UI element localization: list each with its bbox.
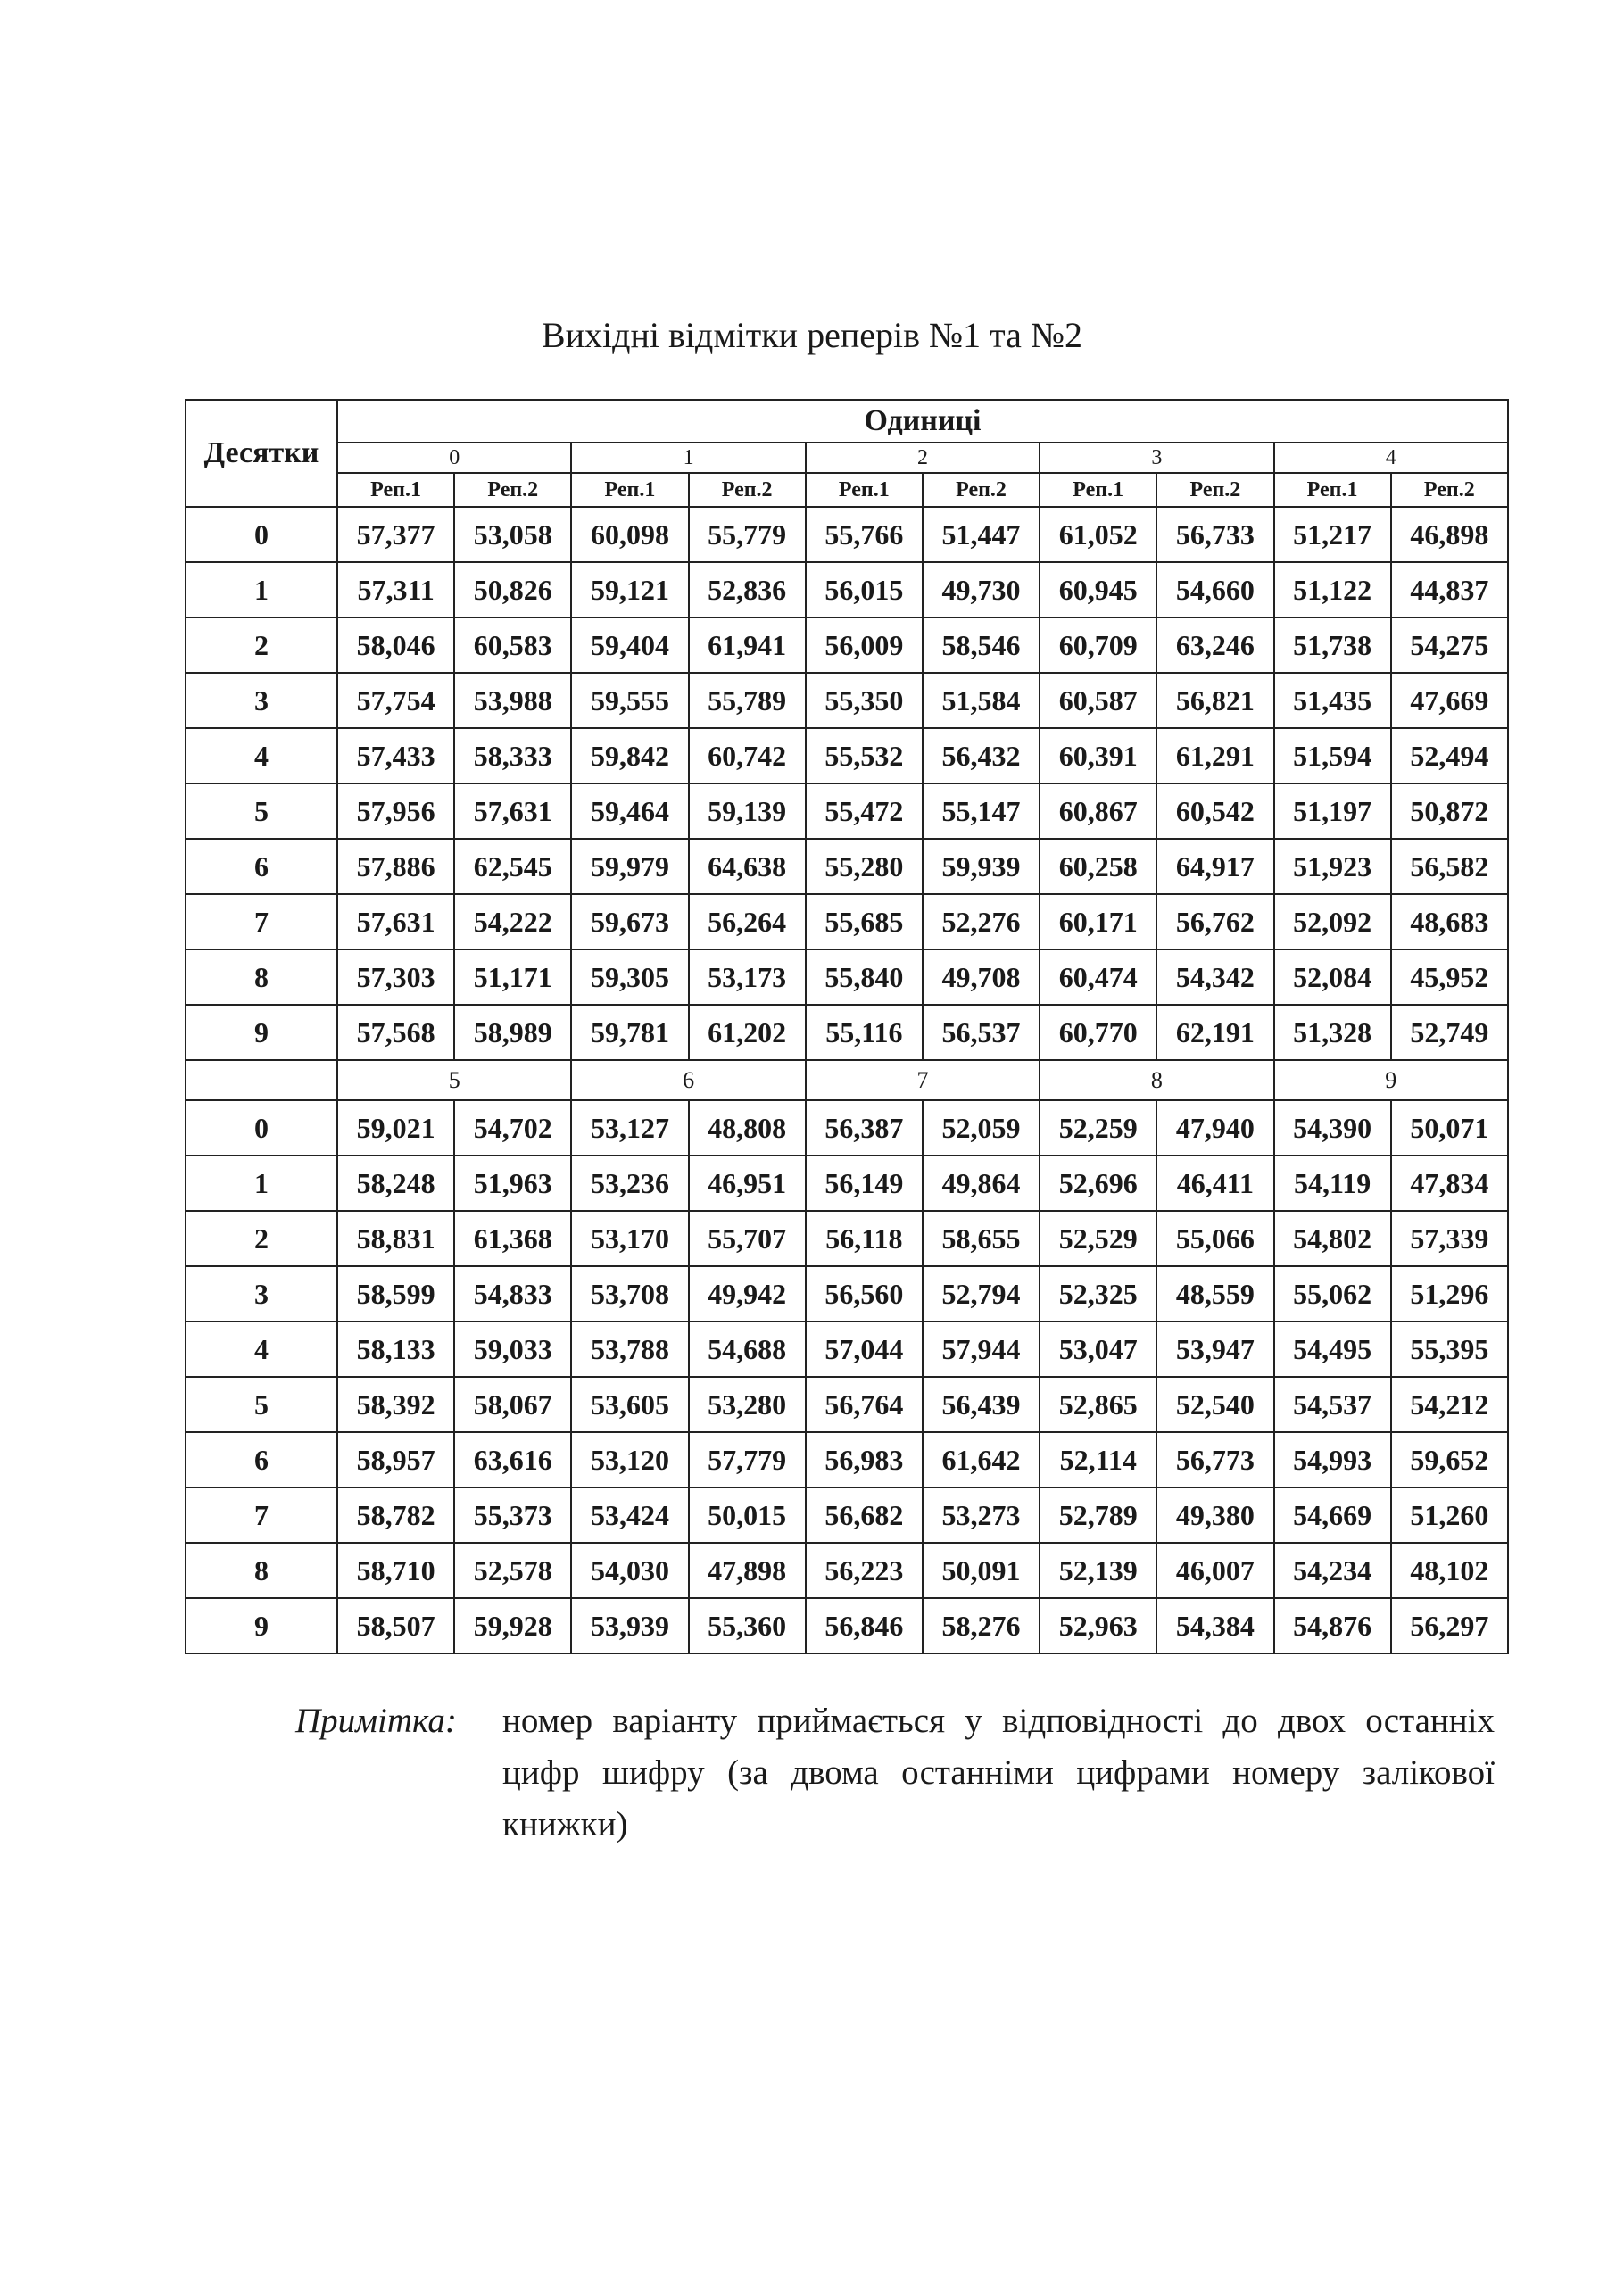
- row-label: 7: [186, 894, 337, 949]
- elevation-cell: 54,275: [1391, 617, 1508, 673]
- elevation-cell: 52,325: [1040, 1266, 1156, 1321]
- elevation-cell: 60,171: [1040, 894, 1156, 949]
- elevation-cell: 47,669: [1391, 673, 1508, 728]
- rep1-header: Реп.1: [337, 473, 454, 507]
- elevation-cell: 54,993: [1274, 1432, 1391, 1487]
- elevation-cell: 46,411: [1156, 1156, 1273, 1211]
- elevation-cell: 53,273: [923, 1487, 1040, 1543]
- elevation-cell: 53,605: [571, 1377, 688, 1432]
- elevation-cell: 52,963: [1040, 1598, 1156, 1653]
- elevation-cell: 55,685: [806, 894, 923, 949]
- elevation-cell: 57,311: [337, 562, 454, 617]
- elevation-cell: 56,762: [1156, 894, 1273, 949]
- elevation-cell: 55,062: [1274, 1266, 1391, 1321]
- elevation-cell: 56,582: [1391, 839, 1508, 894]
- elevation-cell: 55,766: [806, 507, 923, 562]
- elevation-cell: 53,708: [571, 1266, 688, 1321]
- elevation-cell: 58,333: [454, 728, 571, 783]
- elevation-cell: 59,033: [454, 1321, 571, 1377]
- elevation-cell: 53,047: [1040, 1321, 1156, 1377]
- elevation-cell: 60,742: [689, 728, 806, 783]
- elevation-cell: 57,886: [337, 839, 454, 894]
- elevation-cell: 55,350: [806, 673, 923, 728]
- elevation-cell: 61,368: [454, 1211, 571, 1266]
- elevation-cell: 56,264: [689, 894, 806, 949]
- elevation-cell: 55,472: [806, 783, 923, 839]
- table-row: [186, 507, 1508, 562]
- elevation-cell: 56,821: [1156, 673, 1273, 728]
- elevation-cell: 58,831: [337, 1211, 454, 1266]
- elevation-cell: 46,007: [1156, 1543, 1273, 1598]
- elevation-cell: 58,133: [337, 1321, 454, 1377]
- rep2-header: Реп.2: [923, 473, 1040, 507]
- elevation-cell: 51,447: [923, 507, 1040, 562]
- row-label: 0: [186, 507, 337, 562]
- elevation-cell: 61,291: [1156, 728, 1273, 783]
- table-row: [186, 1321, 1508, 1377]
- row-label: 8: [186, 1543, 337, 1598]
- elevation-cell: 47,940: [1156, 1100, 1273, 1156]
- elevation-cell: 54,384: [1156, 1598, 1273, 1653]
- elevation-cell: 52,749: [1391, 1005, 1508, 1060]
- elevation-cell: 56,846: [806, 1598, 923, 1653]
- units-header: Одиниці: [337, 400, 1508, 443]
- elevation-cell: 56,537: [923, 1005, 1040, 1060]
- elevation-cell: 56,297: [1391, 1598, 1508, 1653]
- elevation-cell: 44,837: [1391, 562, 1508, 617]
- elevation-cell: 54,342: [1156, 949, 1273, 1005]
- elevation-cell: 60,391: [1040, 728, 1156, 783]
- elevation-cell: 51,122: [1274, 562, 1391, 617]
- unit-header: 1: [571, 443, 805, 473]
- elevation-cell: 53,236: [571, 1156, 688, 1211]
- elevation-cell: 54,669: [1274, 1487, 1391, 1543]
- elevation-cell: 52,789: [1040, 1487, 1156, 1543]
- elevation-cell: 52,836: [689, 562, 806, 617]
- elevation-cell: 56,682: [806, 1487, 923, 1543]
- elevation-cell: 50,091: [923, 1543, 1040, 1598]
- elevation-cell: 52,084: [1274, 949, 1391, 1005]
- elevation-cell: 52,529: [1040, 1211, 1156, 1266]
- row-label: 1: [186, 562, 337, 617]
- elevation-cell: 61,202: [689, 1005, 806, 1060]
- elevation-cell: 55,066: [1156, 1211, 1273, 1266]
- elevation-cell: 54,495: [1274, 1321, 1391, 1377]
- elevation-cell: 56,439: [923, 1377, 1040, 1432]
- elevation-cell: 52,092: [1274, 894, 1391, 949]
- elevation-cell: 56,149: [806, 1156, 923, 1211]
- elevation-cell: 57,339: [1391, 1211, 1508, 1266]
- elevation-cell: 48,683: [1391, 894, 1508, 949]
- tens-header: Десятки: [186, 400, 337, 507]
- rep1-header: Реп.1: [1040, 473, 1156, 507]
- table-row: [186, 839, 1508, 894]
- elevation-cell: 58,276: [923, 1598, 1040, 1653]
- elevation-cell: 53,173: [689, 949, 806, 1005]
- elevation-cell: 60,587: [1040, 673, 1156, 728]
- unit-header: 9: [1274, 1060, 1509, 1100]
- elevation-cell: 54,234: [1274, 1543, 1391, 1598]
- elevation-cell: 54,833: [454, 1266, 571, 1321]
- elevation-cell: 62,191: [1156, 1005, 1273, 1060]
- elevation-cell: 52,139: [1040, 1543, 1156, 1598]
- elevation-cell: 60,867: [1040, 783, 1156, 839]
- elevation-cell: 45,952: [1391, 949, 1508, 1005]
- elevation-cell: 51,963: [454, 1156, 571, 1211]
- elevation-cell: 47,898: [689, 1543, 806, 1598]
- unit-header: 8: [1040, 1060, 1273, 1100]
- elevation-cell: 54,212: [1391, 1377, 1508, 1432]
- row-label: 2: [186, 617, 337, 673]
- row-label: 8: [186, 949, 337, 1005]
- row-label: 1: [186, 1156, 337, 1211]
- elevation-cell: 52,578: [454, 1543, 571, 1598]
- unit-header: 5: [337, 1060, 571, 1100]
- elevation-cell: 56,560: [806, 1266, 923, 1321]
- elevation-cell: 56,733: [1156, 507, 1273, 562]
- unit-header: 2: [806, 443, 1040, 473]
- table-row: [186, 783, 1508, 839]
- elevation-cell: 51,594: [1274, 728, 1391, 783]
- table-row: [186, 1100, 1508, 1156]
- elevation-cell: 54,660: [1156, 562, 1273, 617]
- elevation-cell: 51,584: [923, 673, 1040, 728]
- row-label: 3: [186, 673, 337, 728]
- elevation-cell: 61,052: [1040, 507, 1156, 562]
- elevation-cell: 59,652: [1391, 1432, 1508, 1487]
- elevation-cell: 46,898: [1391, 507, 1508, 562]
- elevation-cell: 53,424: [571, 1487, 688, 1543]
- elevation-cell: 58,989: [454, 1005, 571, 1060]
- rep1-header: Реп.1: [806, 473, 923, 507]
- row-label: 4: [186, 1321, 337, 1377]
- elevation-cell: 60,709: [1040, 617, 1156, 673]
- elevation-cell: 58,067: [454, 1377, 571, 1432]
- elevation-cell: 48,559: [1156, 1266, 1273, 1321]
- elevation-cell: 57,044: [806, 1321, 923, 1377]
- elevation-cell: 52,794: [923, 1266, 1040, 1321]
- elevation-cell: 57,956: [337, 783, 454, 839]
- row-label: 0: [186, 1100, 337, 1156]
- elevation-cell: 52,276: [923, 894, 1040, 949]
- elevation-cell: 52,259: [1040, 1100, 1156, 1156]
- elevation-cell: 53,988: [454, 673, 571, 728]
- elevation-cell: 59,939: [923, 839, 1040, 894]
- rep2-header: Реп.2: [454, 473, 571, 507]
- elevation-cell: 55,779: [689, 507, 806, 562]
- elevation-cell: 52,865: [1040, 1377, 1156, 1432]
- elevation-cell: 51,328: [1274, 1005, 1391, 1060]
- elevation-cell: 47,834: [1391, 1156, 1508, 1211]
- elevation-cell: 60,258: [1040, 839, 1156, 894]
- elevation-cell: 57,944: [923, 1321, 1040, 1377]
- elevation-cell: 58,710: [337, 1543, 454, 1598]
- table-row: [186, 1211, 1508, 1266]
- elevation-cell: 57,303: [337, 949, 454, 1005]
- row-label: 4: [186, 728, 337, 783]
- table-row: [186, 562, 1508, 617]
- elevation-cell: 49,708: [923, 949, 1040, 1005]
- elevation-cell: 51,296: [1391, 1266, 1508, 1321]
- elevation-cell: 53,170: [571, 1211, 688, 1266]
- table-row: [186, 1432, 1508, 1487]
- elevation-cell: 61,642: [923, 1432, 1040, 1487]
- elevation-cell: 56,764: [806, 1377, 923, 1432]
- row-label: 5: [186, 783, 337, 839]
- elevation-cell: 60,542: [1156, 783, 1273, 839]
- elevation-cell: 55,395: [1391, 1321, 1508, 1377]
- elevation-cell: 55,116: [806, 1005, 923, 1060]
- row-label: 7: [186, 1487, 337, 1543]
- elevation-cell: 55,707: [689, 1211, 806, 1266]
- elevation-cell: 49,942: [689, 1266, 806, 1321]
- elevation-cell: 54,688: [689, 1321, 806, 1377]
- elevation-cell: 54,030: [571, 1543, 688, 1598]
- row-label: 3: [186, 1266, 337, 1321]
- elevation-cell: 58,248: [337, 1156, 454, 1211]
- empty-cell: [186, 1060, 337, 1100]
- elevation-cell: 58,655: [923, 1211, 1040, 1266]
- elevation-cell: 50,872: [1391, 783, 1508, 839]
- table-row: [186, 1487, 1508, 1543]
- elevation-cell: 54,702: [454, 1100, 571, 1156]
- elevation-cell: 54,537: [1274, 1377, 1391, 1432]
- note-label: Примітка:: [295, 1702, 457, 1740]
- elevation-cell: 52,114: [1040, 1432, 1156, 1487]
- rep1-header: Реп.1: [571, 473, 688, 507]
- elevation-cell: 57,631: [337, 894, 454, 949]
- elevation-cell: 64,638: [689, 839, 806, 894]
- elevation-cell: 52,696: [1040, 1156, 1156, 1211]
- elevation-cell: 62,545: [454, 839, 571, 894]
- elevation-cell: 59,781: [571, 1005, 688, 1060]
- elevation-cell: 57,754: [337, 673, 454, 728]
- elevation-cell: 54,802: [1274, 1211, 1391, 1266]
- rep2-header: Реп.2: [1391, 473, 1508, 507]
- elevation-cell: 55,147: [923, 783, 1040, 839]
- elevation-cell: 49,730: [923, 562, 1040, 617]
- elevation-cell: 52,540: [1156, 1377, 1273, 1432]
- elevation-cell: 63,616: [454, 1432, 571, 1487]
- elevation-cell: 59,673: [571, 894, 688, 949]
- elevation-cell: 58,957: [337, 1432, 454, 1487]
- row-label: 6: [186, 839, 337, 894]
- elevation-cell: 52,494: [1391, 728, 1508, 783]
- elevation-cell: 59,404: [571, 617, 688, 673]
- elevation-cell: 60,583: [454, 617, 571, 673]
- elevation-cell: 51,171: [454, 949, 571, 1005]
- elevation-cell: 56,432: [923, 728, 1040, 783]
- elevation-cell: 60,770: [1040, 1005, 1156, 1060]
- elevation-cell: 59,928: [454, 1598, 571, 1653]
- elevation-cell: 55,789: [689, 673, 806, 728]
- elevation-cell: 55,280: [806, 839, 923, 894]
- table-row: [186, 1377, 1508, 1432]
- elevation-cell: 57,631: [454, 783, 571, 839]
- elevation-cell: 50,015: [689, 1487, 806, 1543]
- table-row: [186, 1543, 1508, 1598]
- elevation-cell: 54,222: [454, 894, 571, 949]
- rep2-header: Реп.2: [1156, 473, 1273, 507]
- elevation-cell: 50,826: [454, 562, 571, 617]
- elevation-cell: 48,102: [1391, 1543, 1508, 1598]
- elevation-cell: 59,979: [571, 839, 688, 894]
- elevation-cell: 59,121: [571, 562, 688, 617]
- elevation-cell: 58,507: [337, 1598, 454, 1653]
- elevation-cell: 51,260: [1391, 1487, 1508, 1543]
- elevation-cell: 53,120: [571, 1432, 688, 1487]
- elevation-cell: 59,464: [571, 783, 688, 839]
- elevation-cell: 59,139: [689, 783, 806, 839]
- elevation-cell: 54,390: [1274, 1100, 1391, 1156]
- elevation-cell: 56,983: [806, 1432, 923, 1487]
- table-row: [186, 1266, 1508, 1321]
- elevation-cell: 54,119: [1274, 1156, 1391, 1211]
- unit-header: 0: [337, 443, 571, 473]
- elevation-cell: 53,788: [571, 1321, 688, 1377]
- elevation-cell: 59,555: [571, 673, 688, 728]
- note-text: номер варіанту приймається у відповідності до двох останніх цифр шифру (за двома останніми цифрами номеру залікової книжки): [502, 1702, 1495, 1843]
- elevation-cell: 63,246: [1156, 617, 1273, 673]
- elevation-cell: 49,380: [1156, 1487, 1273, 1543]
- elevation-cell: 53,947: [1156, 1321, 1273, 1377]
- elevation-cell: 53,939: [571, 1598, 688, 1653]
- elevation-cell: 58,546: [923, 617, 1040, 673]
- elevation-cell: 58,046: [337, 617, 454, 673]
- elevation-cell: 53,127: [571, 1100, 688, 1156]
- elevation-cell: 51,923: [1274, 839, 1391, 894]
- row-label: 5: [186, 1377, 337, 1432]
- elevation-cell: 55,360: [689, 1598, 806, 1653]
- table-row: [186, 1598, 1508, 1653]
- elevation-cell: 55,532: [806, 728, 923, 783]
- row-label: 9: [186, 1005, 337, 1060]
- unit-header: 3: [1040, 443, 1273, 473]
- elevation-cell: 59,305: [571, 949, 688, 1005]
- elevation-cell: 59,842: [571, 728, 688, 783]
- elevation-cell: 56,773: [1156, 1432, 1273, 1487]
- unit-header: 4: [1274, 443, 1509, 473]
- elevation-cell: 52,059: [923, 1100, 1040, 1156]
- elevation-cell: 51,435: [1274, 673, 1391, 728]
- elevation-cell: 56,015: [806, 562, 923, 617]
- elevation-cell: 60,098: [571, 507, 688, 562]
- table-row: [186, 673, 1508, 728]
- elevation-cell: 53,280: [689, 1377, 806, 1432]
- elevation-cell: 55,840: [806, 949, 923, 1005]
- elevation-cell: 54,876: [1274, 1598, 1391, 1653]
- elevation-cell: 60,945: [1040, 562, 1156, 617]
- elevation-cell: 56,387: [806, 1100, 923, 1156]
- elevation-cell: 57,779: [689, 1432, 806, 1487]
- elevation-cell: 51,738: [1274, 617, 1391, 673]
- elevation-cell: 51,217: [1274, 507, 1391, 562]
- elevation-cell: 58,599: [337, 1266, 454, 1321]
- elevation-cell: 57,377: [337, 507, 454, 562]
- elevation-cell: 57,568: [337, 1005, 454, 1060]
- elevation-cell: 50,071: [1391, 1100, 1508, 1156]
- benchmark-elevations-table: [185, 399, 1509, 1654]
- elevation-cell: 64,917: [1156, 839, 1273, 894]
- unit-header: 6: [571, 1060, 805, 1100]
- elevation-cell: 58,782: [337, 1487, 454, 1543]
- units-header-row-2: [186, 1060, 1508, 1100]
- table-row: [186, 1156, 1508, 1211]
- table-row: [186, 894, 1508, 949]
- elevation-cell: 55,373: [454, 1487, 571, 1543]
- table-row: [186, 1005, 1508, 1060]
- elevation-cell: 49,864: [923, 1156, 1040, 1211]
- elevation-cell: 60,474: [1040, 949, 1156, 1005]
- elevation-cell: 48,808: [689, 1100, 806, 1156]
- row-label: 6: [186, 1432, 337, 1487]
- elevation-cell: 56,009: [806, 617, 923, 673]
- document-title: Вихідні відмітки реперів №1 та №2: [541, 315, 1083, 355]
- row-label: 9: [186, 1598, 337, 1653]
- elevation-cell: 61,941: [689, 617, 806, 673]
- elevation-cell: 59,021: [337, 1100, 454, 1156]
- rep2-header: Реп.2: [689, 473, 806, 507]
- table-row: [186, 617, 1508, 673]
- elevation-cell: 57,433: [337, 728, 454, 783]
- elevation-cell: 56,223: [806, 1543, 923, 1598]
- elevation-cell: 46,951: [689, 1156, 806, 1211]
- elevation-cell: 51,197: [1274, 783, 1391, 839]
- elevation-cell: 53,058: [454, 507, 571, 562]
- table-row: [186, 728, 1508, 783]
- rep1-header: Реп.1: [1274, 473, 1391, 507]
- row-label: 2: [186, 1211, 337, 1266]
- unit-header: 7: [806, 1060, 1040, 1100]
- table-row: [186, 949, 1508, 1005]
- elevation-cell: 58,392: [337, 1377, 454, 1432]
- elevation-cell: 56,118: [806, 1211, 923, 1266]
